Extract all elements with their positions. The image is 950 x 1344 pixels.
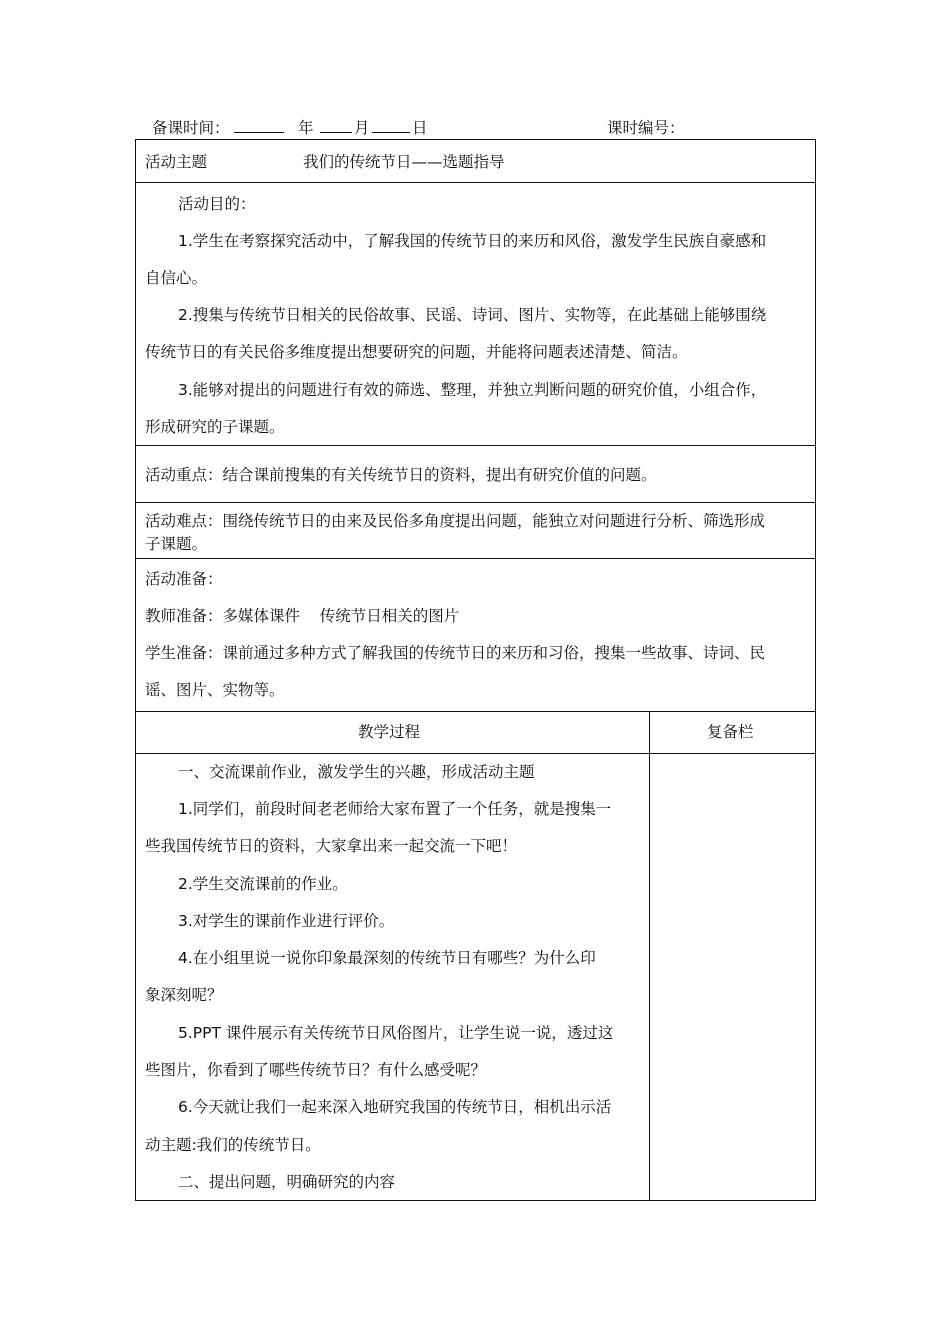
process-line: 一、交流课前作业，激发学生的兴趣，形成活动主题: [178, 763, 535, 781]
process-line: 5.PPT 课件展示有关传统节日风俗图片，让学生说一说，透过这: [178, 1024, 614, 1042]
objective-line: 2.搜集与传统节日相关的民俗故事、民谣、诗词、图片、实物等，在此基础上能够围绕: [178, 306, 767, 324]
process-line: 些我国传统节日的资料，大家拿出来一起交流一下吧！: [145, 837, 518, 855]
process-column-header: 教学过程: [358, 723, 421, 741]
objective-line: 自信心。: [145, 269, 208, 287]
student-preparation-line: 谣、图片、实物等。: [145, 681, 285, 699]
row-divider: [136, 445, 815, 446]
topic-label: 活动主题: [145, 153, 208, 171]
process-line: 动主题:我们的传统节日。: [145, 1136, 321, 1154]
process-line: 象深刻呢？: [145, 986, 223, 1004]
process-line: 6.今天就让我们一起来深入地研究我国的传统节日，相机出示活: [178, 1098, 612, 1116]
process-line: 3.对学生的课前作业进行评价。: [178, 912, 395, 930]
column-divider: [649, 712, 650, 1201]
row-divider: [136, 558, 815, 559]
row-divider: [136, 711, 815, 712]
day-label: 日: [412, 119, 428, 137]
lesson-number-label: 课时编号：: [607, 119, 685, 137]
prep-time-label: 备课时间：: [152, 119, 230, 137]
objective-line: 传统节日的有关民俗多维度提出想要研究的问题，并能将问题表述清楚、简洁。: [145, 343, 688, 361]
process-line: 些图片，你看到了哪些传统节日？有什么感受呢？: [145, 1061, 487, 1079]
topic-value: 我们的传统节日——选题指导: [303, 153, 505, 171]
review-column-header: 复备栏: [707, 723, 754, 741]
process-line: 1.同学们，前段时间老老师给大家布置了一个任务，就是搜集一: [178, 800, 612, 818]
month-label: 月: [354, 119, 370, 137]
row-divider: [136, 753, 815, 754]
lesson-plan-table: [135, 139, 816, 1201]
process-line: 4.在小组里说一说你印象最深刻的传统节日有哪些？为什么印: [178, 949, 596, 967]
objective-line: 3.能够对提出的问题进行有效的筛选、整理，并独立判断问题的研究价值，小组合作，: [178, 381, 767, 399]
process-line: 二、提出问题，明确研究的内容: [178, 1173, 396, 1191]
row-divider: [136, 182, 815, 183]
lesson-header: [152, 117, 822, 139]
objectives-heading: 活动目的：: [178, 195, 256, 213]
preparation-heading: 活动准备：: [145, 570, 223, 588]
objective-line: 形成研究的子课题。: [145, 418, 285, 436]
student-preparation-line: 学生准备：课前通过多种方式了解我国的传统节日的来历和习俗，搜集一些故事、诗词、民: [145, 644, 766, 662]
teacher-preparation: 教师准备：多媒体课件 传统节日相关的图片: [145, 607, 460, 625]
difficulty-line: 活动难点：围绕传统节日的由来及民俗多角度提出问题，能独立对问题进行分析、筛选形成: [145, 512, 766, 530]
key-point: 活动重点：结合课前搜集的有关传统节日的资料，提出有研究价值的问题。: [145, 466, 657, 484]
difficulty-line: 子课题。: [145, 535, 208, 553]
row-divider: [136, 502, 815, 503]
objective-line: 1.学生在考察探究活动中，了解我国的传统节日的来历和风俗，激发学生民族自豪感和: [178, 232, 767, 250]
process-line: 2.学生交流课前的作业。: [178, 875, 348, 893]
year-label: 年: [298, 119, 314, 137]
